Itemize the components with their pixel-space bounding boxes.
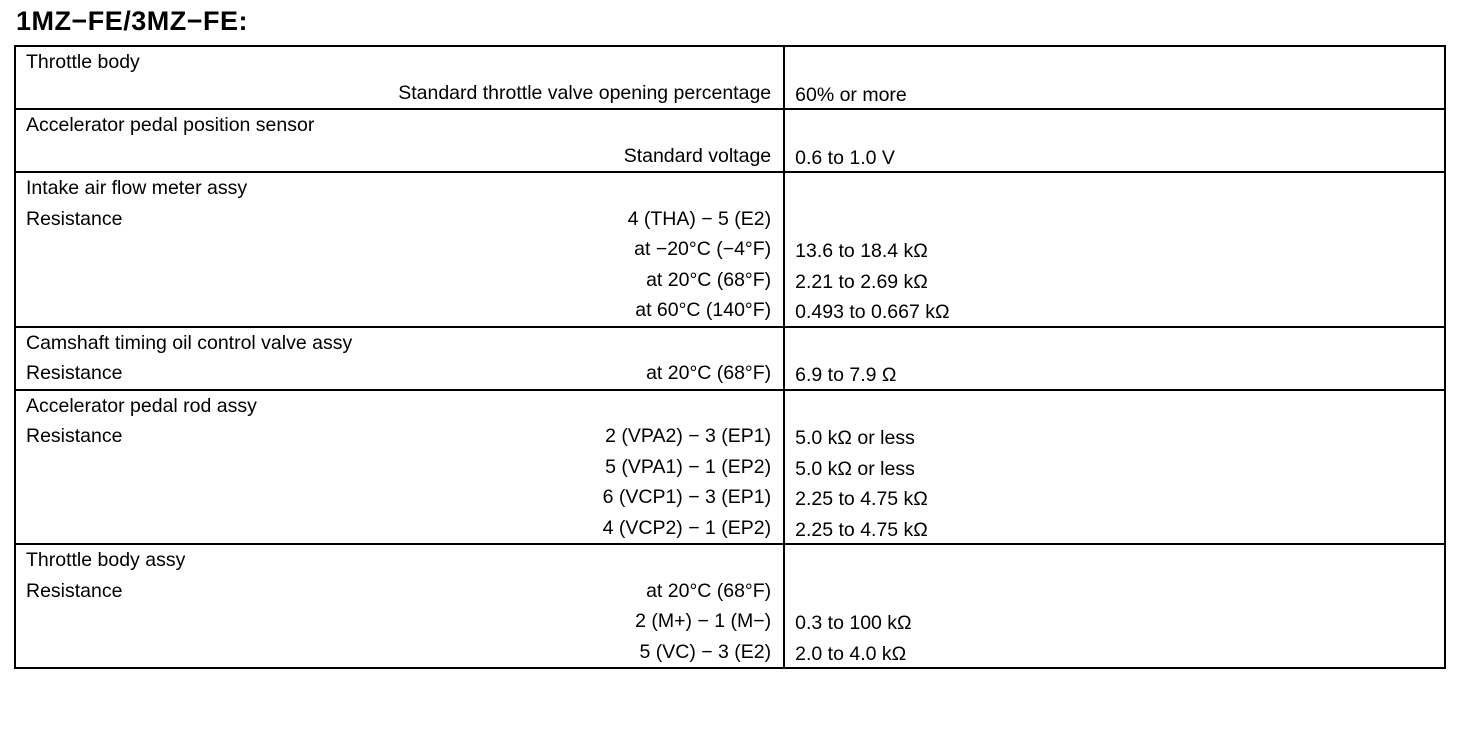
measurement-type: Resistance: [26, 207, 123, 230]
spec-label-cell: [15, 390, 784, 545]
spec-value: 2.25 to 4.75 kΩ: [795, 518, 928, 541]
value-spacer: [785, 173, 1444, 204]
test-condition: at −20°C (−4°F): [634, 238, 772, 260]
condition-line: [16, 234, 783, 265]
spec-value: 5.0 kΩ or less: [795, 457, 915, 480]
spec-value-cell: [784, 172, 1445, 327]
spec-section-row: [15, 327, 1445, 390]
component-name: Throttle body assy: [26, 549, 186, 571]
condition-line: [16, 452, 783, 483]
measurement-type: Resistance: [26, 362, 123, 384]
spec-value-cell: [784, 390, 1445, 545]
spec-label-cell: [15, 327, 784, 390]
spec-value: 0.3 to 100 kΩ: [795, 612, 912, 634]
test-condition: 5 (VPA1) − 1 (EP2): [605, 455, 772, 478]
value-spacer: [785, 391, 1444, 422]
test-condition: 6 (VCP1) − 3 (EP1): [602, 486, 772, 508]
spec-value: 60% or more: [795, 83, 907, 106]
value-spacer: [785, 110, 1444, 141]
spec-section-row: [15, 46, 1445, 109]
condition-line: [16, 637, 783, 668]
condition-line: [16, 265, 783, 296]
test-condition: at 60°C (140°F): [635, 299, 772, 321]
test-condition: 4 (THA) − 5 (E2): [627, 207, 772, 230]
test-condition: 2 (M+) − 1 (M−): [635, 610, 772, 632]
test-condition: Standard voltage: [623, 144, 772, 167]
test-condition: 5 (VC) − 3 (E2): [639, 640, 772, 663]
condition-line: [16, 421, 783, 452]
spec-value-cell: [784, 46, 1445, 109]
spec-value: [785, 204, 1444, 235]
measurement-type: Resistance: [26, 425, 123, 447]
test-condition: Standard throttle valve opening percentage: [398, 81, 772, 104]
condition-line: [16, 482, 783, 513]
spec-label-cell: [15, 172, 784, 327]
spec-value-cell: [784, 544, 1445, 668]
spec-label-cell: [15, 544, 784, 668]
component-name: Accelerator pedal position sensor: [26, 114, 315, 136]
value-spacer: [785, 545, 1444, 576]
test-condition: at 20°C (68°F): [646, 268, 772, 291]
condition-line: [16, 576, 783, 607]
spec-value-cell: [784, 327, 1445, 390]
spec-value: 2.25 to 4.75 kΩ: [795, 488, 928, 510]
spec-value-cell: [784, 109, 1445, 172]
spec-section-row: [15, 544, 1445, 668]
component-name: Throttle body: [26, 51, 140, 73]
condition-line: [16, 78, 783, 109]
component-name: Intake air flow meter assy: [26, 177, 248, 199]
test-condition: at 20°C (68°F): [646, 362, 772, 384]
measurement-type: Resistance: [26, 579, 123, 602]
spec-section-row: [15, 109, 1445, 172]
component-name: Camshaft timing oil control valve assy: [26, 331, 353, 354]
test-condition: 4 (VCP2) − 1 (EP2): [602, 516, 772, 539]
condition-line: [16, 606, 783, 637]
condition-line: [16, 204, 783, 235]
condition-line: [16, 513, 783, 544]
spec-label-cell: [15, 109, 784, 172]
value-spacer: [785, 47, 1444, 78]
spec-section-row: [15, 390, 1445, 545]
spec-value: 0.493 to 0.667 kΩ: [795, 301, 950, 323]
condition-line: [16, 295, 783, 326]
spec-table: [14, 45, 1446, 669]
spec-value: 13.6 to 18.4 kΩ: [795, 240, 928, 262]
condition-line: [16, 358, 783, 389]
spec-section-row: [15, 172, 1445, 327]
spec-label-cell: [15, 46, 784, 109]
component-name: Accelerator pedal rod assy: [26, 394, 257, 417]
value-spacer: [785, 328, 1444, 359]
page-title: 1MZ−FE/3MZ−FE:: [16, 6, 249, 36]
spec-value: 0.6 to 1.0 V: [795, 146, 895, 169]
test-condition: at 20°C (68°F): [646, 579, 772, 602]
condition-line: [16, 141, 783, 172]
test-condition: 2 (VPA2) − 3 (EP1): [605, 425, 772, 447]
spec-value: 5.0 kΩ or less: [795, 427, 915, 449]
spec-value: [785, 576, 1444, 607]
spec-value: 2.21 to 2.69 kΩ: [795, 270, 928, 293]
spec-value: 2.0 to 4.0 kΩ: [795, 642, 907, 665]
spec-value: 6.9 to 7.9 Ω: [795, 364, 897, 386]
